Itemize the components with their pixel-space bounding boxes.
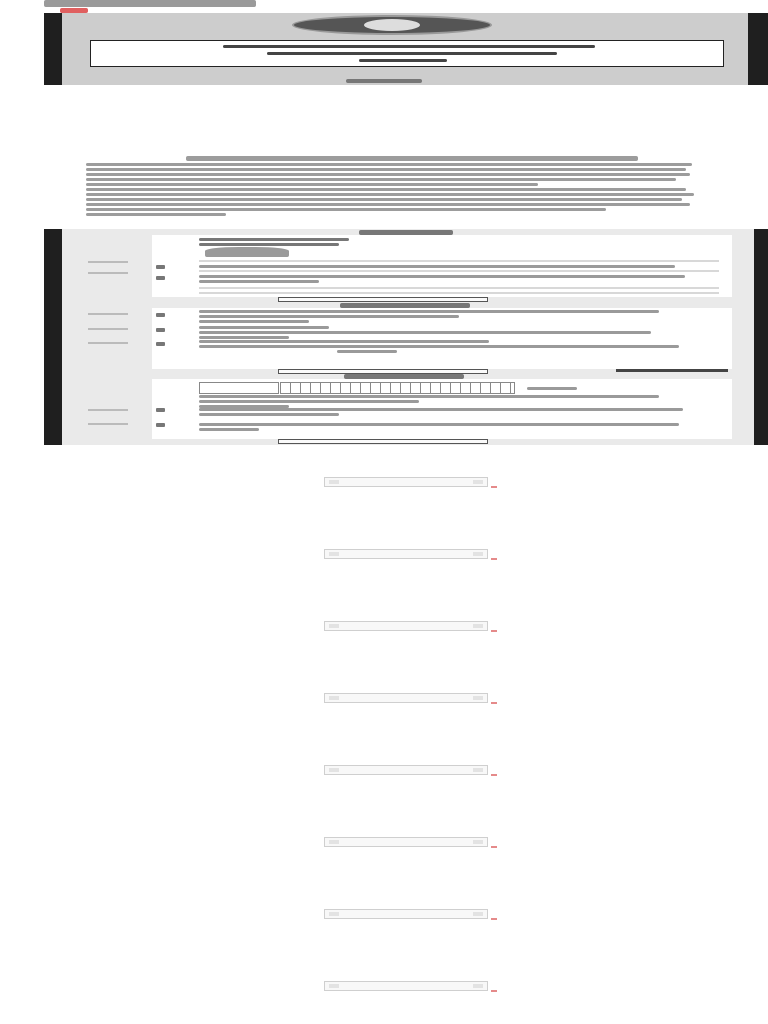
thumbnail-marker <box>491 558 497 560</box>
question-text <box>199 310 659 313</box>
cover-panel <box>44 13 768 85</box>
score-line <box>88 261 128 263</box>
brick-wall-grid <box>280 382 515 394</box>
thumbnail-marker <box>491 486 497 488</box>
seal-icon <box>292 15 492 35</box>
page-1-card <box>152 235 732 297</box>
question-text <box>199 275 685 278</box>
score-line <box>88 328 128 330</box>
page-thumbnail[interactable] <box>324 837 488 847</box>
thumbnail-marker <box>491 774 497 776</box>
question-text <box>199 340 489 343</box>
question-text <box>199 423 679 426</box>
cover-title-line <box>223 45 595 48</box>
score-line <box>88 342 128 344</box>
score-line <box>88 409 128 411</box>
question-number <box>156 342 165 346</box>
page-thumbnail[interactable] <box>324 765 488 775</box>
question-number <box>156 408 165 412</box>
page-3-card <box>152 379 732 439</box>
question-number <box>156 328 165 332</box>
page-thumbnail[interactable] <box>324 693 488 703</box>
score-line <box>88 272 128 274</box>
question-text <box>199 408 683 411</box>
page-2-card <box>152 308 732 369</box>
score-line <box>88 313 128 315</box>
panel-edge-right <box>754 229 768 445</box>
question-number <box>156 276 165 280</box>
brick-wall-grid <box>199 382 279 394</box>
cover-title-line <box>359 59 447 62</box>
question-number <box>156 423 165 427</box>
question-text <box>199 265 675 268</box>
panel-edge-left <box>44 229 62 445</box>
cover-caption <box>346 79 422 83</box>
question-number <box>156 313 165 317</box>
page-1-footer <box>278 297 488 302</box>
page-thumbnail[interactable] <box>324 909 488 919</box>
document-title <box>44 0 256 7</box>
page-1-intro-line <box>199 238 349 241</box>
thumbnail-marker <box>491 846 497 848</box>
title-box <box>90 40 724 67</box>
page-3-footer <box>278 439 488 444</box>
intro-heading <box>186 156 638 161</box>
thumbnail-marker <box>491 702 497 704</box>
question-text <box>199 326 329 329</box>
page-1-intro-line <box>199 243 339 246</box>
page-arrow <box>616 369 728 372</box>
spinner-figure <box>205 247 289 257</box>
panel-edge-left <box>44 13 62 85</box>
page-thumbnail[interactable] <box>324 621 488 631</box>
cover-title-line <box>267 52 557 55</box>
thumbnail-marker <box>491 990 497 992</box>
sample-pages-panel <box>44 229 768 445</box>
page-thumbnail[interactable] <box>324 981 488 991</box>
page-thumbnail[interactable] <box>324 549 488 559</box>
question-number <box>156 265 165 269</box>
panel-edge-right <box>748 13 768 85</box>
thumbnail-marker <box>491 918 497 920</box>
page-thumbnail[interactable] <box>324 477 488 487</box>
score-line <box>88 423 128 425</box>
thumbnail-marker <box>491 630 497 632</box>
